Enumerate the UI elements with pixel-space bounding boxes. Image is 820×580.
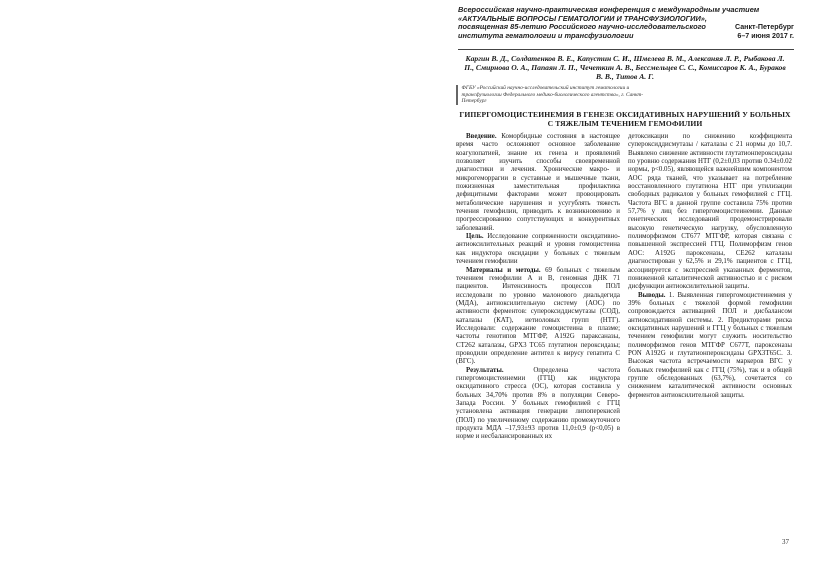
paragraph-text: 69 больных с тяжелым течением гемофилии А и В, геномная ДНК 71 пациентов. Интенсивность процессов ПОЛ исследовали по уровню малонового диальдегида (МДА), антиоксилительную систему (АОС) по активности ферментов: супероксиддисмутазы (СОД), каталазы (КАТ), иетиоловых групп (НТГ). Исследовали: содержание гомоцистеина в плазме; частоты генотипов МТГФР, A192G параксаназы, СТ262 каталазы, GPX3 TC65 глутатион пероксидазы; проводили определение антител к вирусу гепатита С (ВГС). <box>456 266 620 366</box>
paragraph-text: Определена частота гипергомоцистеинемии (ГГЦ) как индуктора оксидативного стресса (ОС), которая составила у больных 34,70% против 8% в популяции Северо-Запада России. У больных гемофилией с ГГЦ установлена активация генерации липоперекисей (ПОЛ) по увеличенному содержанию промежуточного продукта МДА –17,93±93 против 11,0±0,9 (р<0,05) в норме и несбалансированных их <box>456 366 620 441</box>
paragraph-results <box>456 367 620 442</box>
conference-city: Санкт-Петербург <box>735 23 794 32</box>
paragraph-lead: Введение. <box>466 133 497 140</box>
paragraph-lead: Выводы. <box>638 291 666 299</box>
paragraph-lead: Материалы и методы. <box>466 266 541 274</box>
paragraph-lead: Результаты. <box>466 366 504 374</box>
conference-line-3: посвященная 85-летию Российского научно-исследовательского <box>458 22 706 32</box>
paragraph-conclusions <box>628 292 792 400</box>
affiliation-bar <box>456 85 458 105</box>
article-title: ГИПЕРГОМОЦИСТЕИНЕМИЯ В ГЕНЕЗЕ ОКСИДАТИВНЫХ НАРУШЕНИЙ У БОЛЬНЫХ С ТЯЖЕЛЫМ ТЕЧЕНИЕМ ГЕМОФИЛИИ <box>459 110 791 128</box>
paragraph-results-continued <box>628 133 792 292</box>
conference-date: 6–7 июня 2017 г. <box>737 31 794 40</box>
conference-line-2: «АКТУАЛЬНЫЕ ВОПРОСЫ ГЕМАТОЛОГИИ И ТРАНСФУЗИОЛОГИИ», <box>458 13 707 23</box>
affiliation: ФГБУ «Российский научно-исследовательский институт гематологии и трансфузиологии Федерального медико-биологического агентства», г. Санкт-Петербург <box>461 85 644 105</box>
page-number: 37 <box>782 538 789 546</box>
conference-line-1: Всероссийская научно-практическая конференция с международным участием <box>458 5 760 14</box>
conference-header <box>458 6 798 40</box>
affiliation-block <box>456 85 656 105</box>
paragraph-text: Исследование сопряженности оксидативно-антиоксилительных реакций и уровня гомоцистеина как индуктора оксидации у больных с тяжелым течением гемофилии <box>456 233 620 266</box>
paragraph-introduction <box>456 133 620 233</box>
paragraph-methods <box>456 267 620 367</box>
left-column <box>456 133 620 442</box>
paragraph-text: Коморбидные состояния в настоящее время часто осложняют основное заболевание коагулопатией, знание их генеза и проявлений позволяет изучить способы своевременной диагностики и лечения. Хронические макро- и микрогеморрагии в суставные и мышечные ткани, пожизненная заместительная профилактика дефицитными факторами может провоцировать метаболические нарушения и усугублять тяжесть течения гемофилии, приводить к возникновению и прогрессированию сопутствующих и конкурентных заболеваний. <box>456 133 620 232</box>
paragraph-aim <box>456 233 620 266</box>
authors: Каргин В. Д., Солдатенков В. Е., Капустин С. И., Шмелева В. М., Алексаняя Л. Р., Рыбакова Л. П., Смирнова О. А., Папаян Л. П., Чечеткин А. В., Бессмельцев С. С., Комиссаров К. А., Бураков В. В., Титов А. Г. <box>464 54 786 82</box>
conference-line-4: института гематологии и трансфузиологии <box>458 30 634 40</box>
header-divider <box>458 49 794 50</box>
paragraph-lead: Цель. <box>466 233 484 241</box>
paragraph-text: детоксикации по снижению коэффициента супероксиддисмутазы / каталазы с 21 нормы до 10,7. Выявлено снижение активности глутатионпероксидазы по уровню содержания НТГ (0,2±0,03 против 0.34±0.02 нормы, р<0.05), являющейся важнейшим компонентом АОС ряда тканей, что указывает на потребление восстановленного глутатиона НТГ при утилизации свободных радикалов у больных гемофилией с ГГЦ. Частота ВГС в данной группе составила 75% против 57,7% у лиц без гипергомоцистеинемии. Данные генетических исследований продемонстрировали высокую генетическую нагрузку, обусловленную полиморфизмом СТ677 МТГФР, которая связана с повышенной экспрессией ГГЦ. Полиморфизм генов АОС: A192G пароксеназы, CE262 каталазы диагностирован у 62,5% и 29,1% пациентов с ГГЦ, ассоциируется с экспрессией указанных ферментов, пониженной каталитической активностью и с риском дисфункции антиоксилительной защиты. <box>628 133 792 291</box>
paragraph-text: 1. Выявленная гипергомоцистеинемия у 39% больных с тяжелой формой гемофилии сопровождается активацией ПОЛ и дисбалансом антиоксидативной системы. 2. Предикторами риска оксидативных нарушений и ГГЦ у больных с тяжелым течением гемофилии могут служить носительство полиморфизмов генов МТГФР С677Т, пароксеназы PON A192G и глутатионпероксидазы GPX3T65C. 3. Высокая частота встречаемости маркеров ВГС у больных гемофилией как с ГГЦ (75%), так и в общей группе обследованных (63,7%), сочетается со снижением каталитической активности основных ферментов антиоксилительной защиты. <box>628 291 792 399</box>
right-column <box>628 133 792 400</box>
conference-place <box>735 23 794 40</box>
